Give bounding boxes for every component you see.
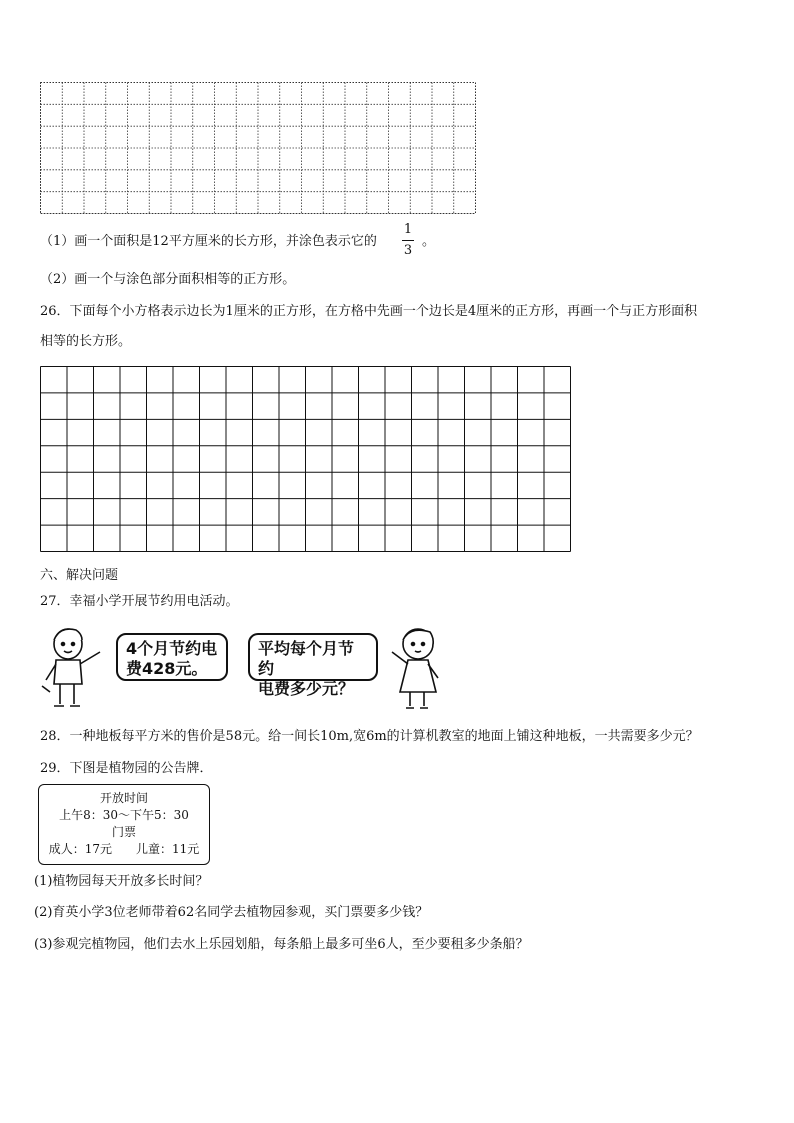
girl-bubble-line1: 平均每个月节约 (258, 639, 355, 678)
girl-speech-bubble (248, 633, 378, 698)
notice-ticket-title: 门票 (111, 825, 136, 839)
q25-part1-prefix: （1）画一个面积是12平方厘米的长方形，并涂色表示它的 (40, 234, 377, 249)
notice-title: 开放时间 (99, 791, 148, 805)
q25-part1-suffix: 。 (422, 234, 436, 249)
q29-sub3: (3)参观完植物园，他们去水上乐园划船，每条船上最多可坐6人，至少要租多少条船？ (34, 937, 529, 952)
girl-illustration (380, 622, 450, 714)
q25-part1 (40, 233, 377, 251)
q28-text: 28．一种地板每平方米的售价是58元。给一间长10m,宽6m的计算机教室的地面上铺这种地板，一共需要多少元？ (40, 729, 699, 744)
dotted-grid (40, 82, 477, 215)
girl-bubble-line2: 电费多少元？ (258, 679, 355, 698)
q29-text: 29．下图是植物园的公告牌． (40, 761, 213, 776)
boy-bubble-line1: 4个月节约电 (126, 639, 218, 658)
notice-board (38, 784, 210, 865)
q29-sub2: (2)育英小学3位老师带着62名同学去植物园参观，买门票要多少钱？ (34, 905, 429, 920)
section-6-title: 六、解决问题 (40, 568, 119, 583)
q25-part2: （2）画一个与涂色部分面积相等的正方形。 (40, 272, 296, 287)
boy-bubble-line2: 费428元。 (126, 659, 208, 678)
q26-line2: 相等的长方形。 (40, 334, 132, 349)
q29-sub1: (1)植物园每天开放多长时间？ (34, 874, 209, 889)
fraction-numerator: 1 (403, 222, 413, 237)
q26-line1: 26．下面每个小方格表示边长为1厘米的正方形，在方格中先画一个边长是4厘米的正方形，再画一个与正方形面积 (40, 304, 698, 319)
q27-text: 27．幸福小学开展节约用电活动。 (40, 594, 239, 609)
boy-speech-bubble (116, 633, 228, 681)
square-grid (40, 366, 572, 553)
notice-prices: 成人：17元 儿童：11元 (48, 842, 200, 856)
fraction-denominator: 3 (403, 243, 413, 258)
fraction-bar (402, 240, 414, 241)
boy-illustration (38, 622, 118, 714)
notice-hours: 上午8：30～下午5：30 (59, 808, 189, 822)
